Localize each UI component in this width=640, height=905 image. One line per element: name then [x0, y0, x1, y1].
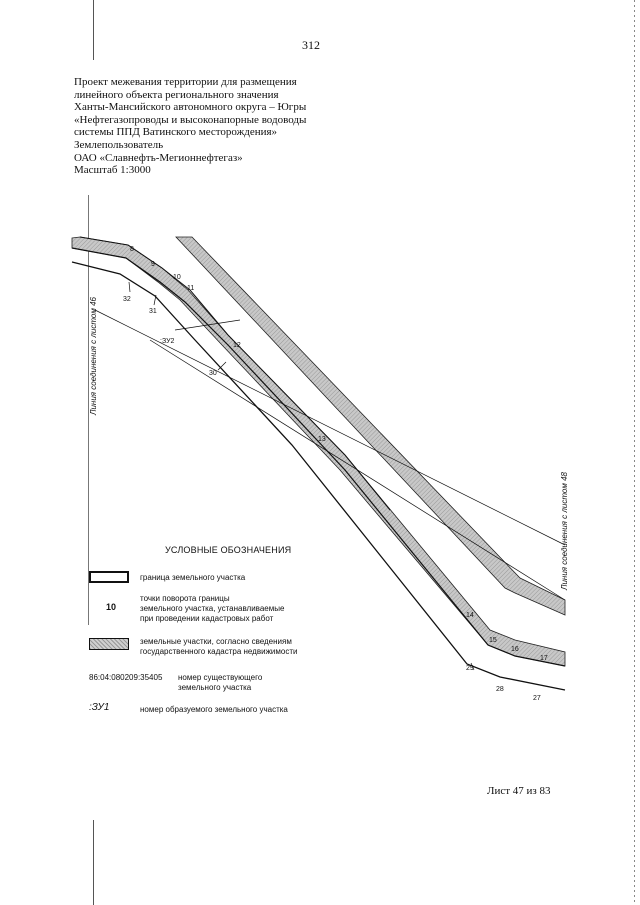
existing-parcel-right [176, 237, 565, 615]
point-label: 29 [466, 665, 474, 672]
construction-line-2 [150, 340, 565, 600]
point-label: 30 [209, 370, 217, 377]
legend-hatched-symbol [89, 638, 129, 650]
point-label: 9 [151, 261, 155, 268]
header-line: Ханты-Мансийского автономного округа – Югры [74, 101, 307, 114]
legend-parcel-sample: :ЗУ1 [89, 702, 110, 713]
boundary-line-outer [72, 262, 565, 690]
header-line: Проект межевания территории для размещения [74, 76, 297, 88]
point-label: 31 [149, 308, 157, 315]
parcel-label-zu2: :ЗУ2 [160, 338, 175, 345]
header-line: Землепользователь [74, 138, 164, 151]
sheet-footer: Лист 47 из 83 [487, 785, 551, 797]
legend-hatched-text: земельные участки, согласно сведениям государственного кадастра недвижимости [140, 637, 298, 656]
header-line: линейного объекта регионального значения [74, 88, 279, 101]
point-label: 14 [466, 612, 474, 619]
point-label: 11 [187, 285, 195, 292]
legend-cadastral-sample: 86:04:080209:35405 [89, 673, 163, 682]
header-line: «Нефтегазопроводы и высоконапорные водоводы [74, 113, 307, 126]
point-label: 32 [123, 296, 131, 303]
point-label: 15 [489, 637, 497, 644]
point-label: 17 [540, 655, 548, 662]
join-line-label-left: Линия соединения с листом 46 [89, 297, 98, 415]
point-label: 12 [233, 342, 241, 349]
header-line: системы ППД Ватинского месторождения» [74, 126, 278, 139]
legend-boundary-text: граница земельного участка [140, 573, 246, 582]
legend-cadastral-text: номер существующего земельного участка [178, 673, 263, 692]
legend-title: УСЛОВНЫЕ ОБОЗНАЧЕНИЯ [165, 545, 292, 555]
point-label: 8 [130, 246, 134, 253]
point-label: 13 [318, 436, 326, 443]
legend-point-text: точки поворота границы земельного участка, устанавливаемые при проведении кадастровых работ [140, 594, 285, 623]
point-label: 27 [533, 695, 541, 702]
point-label: 16 [511, 646, 519, 653]
point-label: 10 [173, 274, 181, 281]
legend-parcel-text: номер образуемого земельного участка [140, 705, 288, 714]
legend-point-sample: 10 [106, 602, 117, 612]
legend-boundary-symbol [89, 571, 129, 583]
construction-line-1 [95, 310, 565, 545]
join-line-label-right: Линия соединения с листом 48 [560, 472, 569, 590]
header-line: ОАО «Славнефть-Мегионнефтегаз» [74, 151, 243, 164]
point-label: 28 [496, 686, 504, 693]
leader-tick [129, 282, 130, 292]
scale-label: Масштаб 1:3000 [74, 164, 151, 177]
page-number: 312 [302, 38, 320, 52]
